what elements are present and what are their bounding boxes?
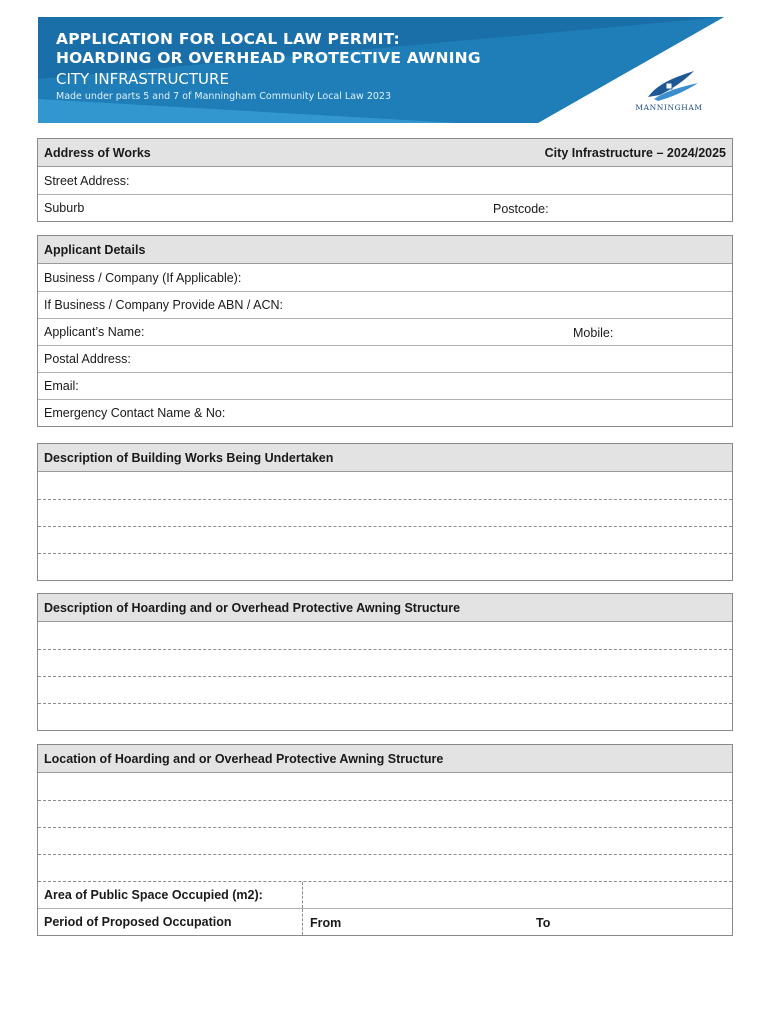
mobile-label: Mobile: xyxy=(573,325,614,340)
postal-address-label: Postal Address: xyxy=(44,352,131,366)
building-works-line-1[interactable] xyxy=(38,472,732,499)
street-address-field[interactable] xyxy=(38,167,732,194)
logo-swoosh-icon xyxy=(628,69,710,103)
location-line-2[interactable] xyxy=(38,800,732,827)
applicant-name-mobile-row[interactable] xyxy=(38,318,732,345)
column-divider xyxy=(302,909,303,935)
header-banner xyxy=(38,17,724,123)
location-line-3[interactable] xyxy=(38,827,732,854)
form-title-line-2: HOARDING OR OVERHEAD PROTECTIVE AWNING xyxy=(56,49,481,67)
suburb-label: Suburb xyxy=(44,201,85,215)
hoarding-structure-line-1[interactable] xyxy=(38,622,732,649)
from-label: From xyxy=(310,915,342,930)
applicant-details-section xyxy=(37,235,733,427)
hoarding-structure-heading: Description of Hoarding and or Overhead Protective Awning Structure xyxy=(44,600,461,615)
building-works-line-2[interactable] xyxy=(38,499,732,526)
address-of-works-section xyxy=(37,138,733,222)
occupation-period-label: Period of Proposed Occupation xyxy=(44,915,232,929)
hoarding-structure-line-2[interactable] xyxy=(38,649,732,676)
logo-wordmark: MANNINGHAM xyxy=(635,103,703,112)
location-heading: Location of Hoarding and or Overhead Protective Awning Structure xyxy=(44,751,444,766)
location-line-1[interactable] xyxy=(38,773,732,800)
building-works-heading: Description of Building Works Being Undertaken xyxy=(44,450,334,465)
section-heading xyxy=(38,139,732,167)
hoarding-structure-line-4[interactable] xyxy=(38,703,732,730)
address-heading: Address of Works xyxy=(44,145,151,160)
manningham-logo xyxy=(628,69,710,115)
suburb-postcode-row[interactable] xyxy=(38,194,732,221)
location-line-4[interactable] xyxy=(38,854,732,881)
section-heading xyxy=(38,745,732,773)
abn-acn-field[interactable] xyxy=(38,291,732,318)
emergency-contact-label: Emergency Contact Name & No: xyxy=(44,406,226,420)
area-occupied-row[interactable] xyxy=(38,881,732,908)
column-divider xyxy=(302,882,303,908)
building-works-section xyxy=(37,443,733,581)
form-title-line-1: APPLICATION FOR LOCAL LAW PERMIT: xyxy=(56,30,400,48)
building-works-line-3[interactable] xyxy=(38,526,732,553)
occupation-period-row[interactable] xyxy=(38,908,732,935)
applicant-heading: Applicant Details xyxy=(44,242,146,257)
department-year-label: City Infrastructure – 2024/2025 xyxy=(544,146,726,160)
email-label: Email: xyxy=(44,379,79,393)
to-label: To xyxy=(536,915,551,930)
street-address-label: Street Address: xyxy=(44,173,130,188)
applicant-name-label: Applicant’s Name: xyxy=(44,325,145,339)
location-section xyxy=(37,744,733,936)
legislation-note: Made under parts 5 and 7 of Manningham Community Local Law 2023 xyxy=(56,91,391,102)
section-heading xyxy=(38,444,732,472)
section-heading xyxy=(38,594,732,622)
area-occupied-label: Area of Public Space Occupied (m2): xyxy=(44,888,263,902)
emergency-contact-field[interactable] xyxy=(38,399,732,426)
section-heading xyxy=(38,236,732,264)
business-label: Business / Company (If Applicable): xyxy=(44,270,242,285)
email-field[interactable] xyxy=(38,372,732,399)
abn-label: If Business / Company Provide ABN / ACN: xyxy=(44,298,283,312)
postal-address-field[interactable] xyxy=(38,345,732,372)
department-subtitle: CITY INFRASTRUCTURE xyxy=(56,70,229,88)
building-works-line-4[interactable] xyxy=(38,553,732,580)
hoarding-structure-section xyxy=(37,593,733,731)
business-company-field[interactable] xyxy=(38,264,732,291)
hoarding-structure-line-3[interactable] xyxy=(38,676,732,703)
postcode-label: Postcode: xyxy=(493,201,549,216)
